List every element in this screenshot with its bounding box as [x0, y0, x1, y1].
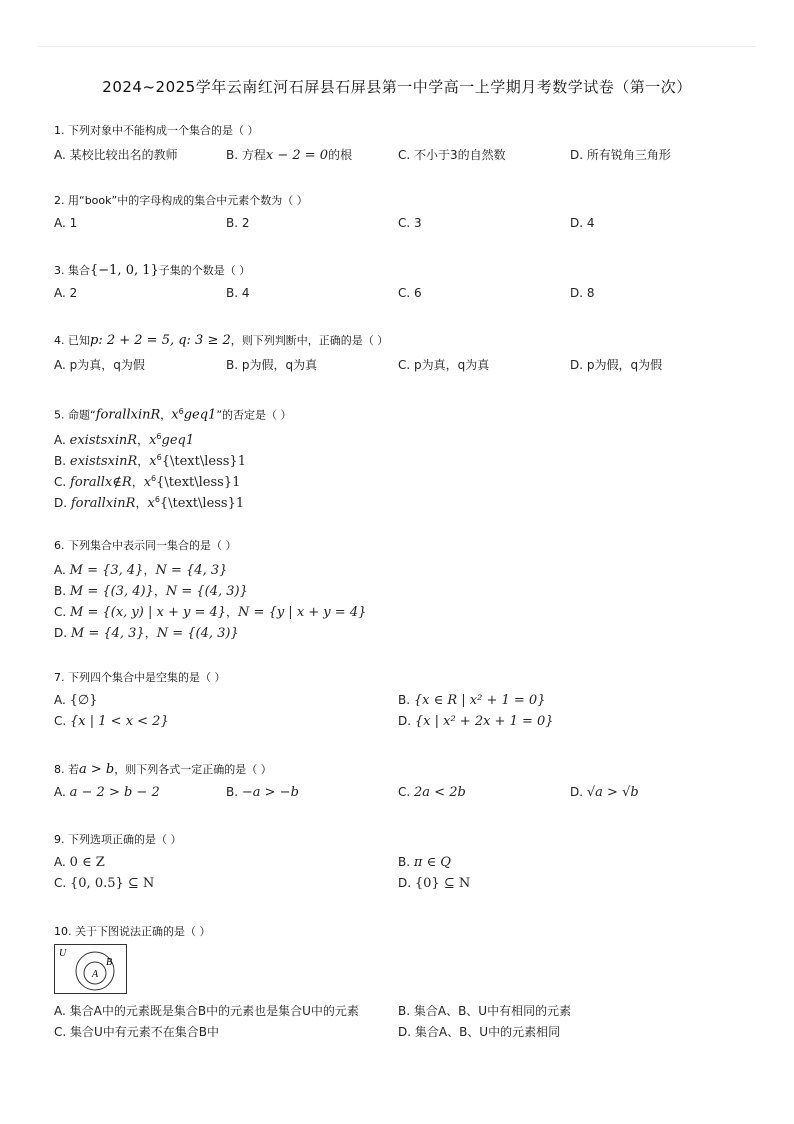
question-3: [54, 264, 754, 305]
option-c[interactable]: C. 不小于3的自然数: [398, 148, 506, 162]
header-divider: [38, 46, 756, 47]
option-row: [54, 471, 754, 492]
option-label: B.: [54, 453, 70, 468]
option-label: A.: [54, 785, 70, 799]
question-2: [54, 194, 754, 235]
stem-text: ，则下列各式一定正确的是（ ）: [114, 763, 272, 776]
math-expression: N = {4, 3}: [155, 563, 228, 578]
math-expression: {\text\less}1: [159, 495, 245, 511]
option-a[interactable]: A. p为真，q为假: [54, 358, 145, 372]
math-superscript: 6: [156, 452, 162, 462]
option-b[interactable]: B. 2: [226, 216, 250, 230]
question-stem: [54, 264, 754, 278]
question-stem: [54, 334, 754, 348]
option-a[interactable]: [54, 561, 227, 578]
math-expression: √a > √b: [586, 785, 639, 800]
question-stem: [54, 405, 754, 423]
option-label: C.: [398, 785, 415, 799]
question-4: [54, 334, 754, 375]
option-b[interactable]: [398, 855, 451, 870]
math-expression: {\text\less}1: [161, 453, 246, 469]
option-b[interactable]: [226, 785, 299, 800]
option-label: A.: [54, 693, 70, 707]
math-expression: x: [147, 495, 155, 511]
option-label: C.: [54, 714, 71, 728]
math-expression: {∅}: [69, 693, 98, 708]
question-stem: 7. 下列四个集合中是空集的是（ ）: [54, 671, 226, 684]
option-d[interactable]: [570, 785, 639, 800]
option-row: [54, 853, 754, 874]
option-c[interactable]: [54, 714, 169, 729]
option-d[interactable]: [398, 714, 554, 729]
option-d[interactable]: [54, 494, 244, 511]
math-expression: x: [149, 432, 157, 448]
option-label: B.: [398, 693, 414, 707]
stem-text: 子集的个数是（ ）: [158, 264, 251, 277]
option-b[interactable]: [54, 452, 246, 469]
option-label: B.: [398, 855, 414, 869]
stem-text: 5. 命题“: [54, 408, 96, 422]
option-label: D.: [54, 626, 71, 640]
option-c[interactable]: C. 集合U中有元素不在集合B中: [54, 1025, 220, 1039]
option-b[interactable]: B. 4: [226, 286, 250, 300]
math-expression: a − 2 > b − 2: [69, 785, 160, 800]
option-a[interactable]: A. 2: [54, 286, 78, 300]
math-expression: {0} ⊆ N: [414, 876, 471, 891]
separator: ，: [144, 626, 157, 640]
option-d[interactable]: D. 所有锐角三角形: [570, 148, 671, 162]
stem-text: 3. 集合: [54, 264, 90, 277]
question-10: [54, 925, 754, 939]
option-label: D.: [570, 785, 587, 799]
option-b[interactable]: [54, 582, 248, 599]
option-label: A.: [54, 563, 70, 577]
math-superscript: 6: [154, 494, 160, 504]
question-6: [54, 539, 754, 643]
option-c[interactable]: C. 6: [398, 286, 422, 300]
option-row: [54, 559, 754, 580]
option-c[interactable]: [54, 603, 366, 620]
math-expression: existsxinR: [69, 432, 138, 448]
question-stem: 9. 下列选项正确的是（ ）: [54, 833, 182, 846]
stem-text: ，则下列判断中，正确的是（ ）: [230, 334, 389, 347]
stem-text: ”的否定是（ ）: [216, 408, 292, 422]
math-expression: N = {y | x + y = 4}: [238, 605, 367, 620]
option-c[interactable]: C. p为真，q为真: [398, 358, 490, 372]
math-expression: 2a < 2b: [414, 785, 466, 800]
option-label: A.: [54, 432, 70, 447]
option-c[interactable]: [54, 876, 154, 891]
option-a[interactable]: A. 某校比较出名的教师: [54, 148, 178, 162]
math-expression: −a > −b: [241, 785, 299, 800]
math-expression: a > b: [79, 762, 115, 777]
option-row: [54, 874, 754, 895]
venn-diagram-svg: [55, 945, 126, 993]
math-expression: {x | x² + 2x + 1 = 0}: [414, 714, 554, 729]
math-expression: M = {4, 3}: [70, 626, 145, 641]
option-row: [54, 492, 754, 513]
option-row: [54, 144, 754, 165]
math-expression: existsxinR: [69, 453, 138, 469]
math-expression: {−1, 0, 1}: [90, 263, 159, 278]
option-label: B. 方程: [226, 148, 266, 162]
math-expression: M = {3, 4}: [69, 563, 144, 578]
separator: ，: [131, 474, 144, 489]
stem-text: ，: [160, 408, 172, 422]
question-stem: 6. 下列集合中表示同一集合的是（ ）: [54, 539, 237, 552]
option-b[interactable]: [398, 693, 545, 708]
option-row: [54, 1021, 754, 1042]
option-label: A.: [54, 855, 70, 869]
venn-diagram: [54, 944, 127, 994]
set-b-label: B: [106, 957, 113, 968]
math-expression: forallx∉R: [70, 474, 132, 490]
option-b[interactable]: [226, 146, 352, 163]
option-row: [54, 601, 754, 622]
option-a[interactable]: [54, 855, 105, 870]
option-d[interactable]: D. 集合A、B、U中的元素相同: [398, 1025, 561, 1039]
math-expression: forallxinR: [70, 495, 136, 511]
math-expression: x: [149, 453, 157, 469]
option-d[interactable]: [54, 624, 239, 641]
math-expression: x: [171, 407, 179, 423]
option-label: B.: [226, 785, 242, 799]
option-d[interactable]: D. p为假，q为假: [570, 358, 663, 372]
option-a[interactable]: A. 1: [54, 216, 78, 230]
question-5: [54, 405, 754, 513]
stem-text: 8. 若: [54, 763, 79, 776]
math-superscript: 6: [178, 407, 184, 416]
option-row: [54, 284, 754, 305]
separator: ，: [143, 563, 156, 577]
option-b[interactable]: B. p为假，q为真: [226, 358, 318, 372]
math-expression: {\text\less}1: [156, 474, 241, 490]
math-expression: p: 2 + 2 = 5, q: 3 ≥ 2: [90, 333, 231, 348]
math-expression: 0 ∈ Z: [69, 855, 105, 870]
option-a[interactable]: A. 集合A中的元素既是集合B中的元素也是集合U中的元素: [54, 1004, 359, 1018]
option-d[interactable]: D. 4: [570, 216, 595, 230]
math-expression: x: [143, 474, 152, 490]
stem-text: 4. 已知: [54, 334, 90, 347]
math-expression: N = {(4, 3)}: [165, 584, 248, 599]
option-row: [54, 580, 754, 601]
option-d[interactable]: [398, 876, 470, 891]
separator: ，: [137, 453, 150, 468]
option-d[interactable]: D. 8: [570, 286, 595, 300]
option-label: D.: [398, 876, 415, 890]
option-row: [54, 1000, 754, 1021]
option-row: [54, 712, 754, 733]
option-row: [54, 354, 754, 375]
option-row: [54, 691, 754, 712]
separator: ，: [153, 584, 166, 598]
option-label: D.: [54, 495, 71, 510]
math-expression: π ∈ Q: [413, 855, 451, 870]
option-a[interactable]: [54, 785, 160, 800]
math-expression: {x | 1 < x < 2}: [70, 714, 169, 729]
question-stem: 1. 下列对象中不能构成一个集合的是（ ）: [54, 124, 259, 137]
math-expression: x − 2 = 0: [265, 148, 329, 163]
math-expression: N = {(4, 3)}: [156, 626, 239, 641]
option-c[interactable]: [54, 473, 240, 490]
separator: ，: [226, 605, 239, 619]
math-superscript: 6: [156, 431, 162, 441]
separator: ，: [137, 432, 150, 447]
option-c[interactable]: [398, 785, 466, 800]
math-expression: {x ∈ R | x² + 1 = 0}: [413, 693, 546, 708]
option-row: [54, 622, 754, 643]
math-expression: geq1: [161, 432, 195, 448]
question-1: [54, 124, 754, 165]
option-label: C.: [54, 474, 71, 489]
option-label: C.: [54, 605, 71, 619]
option-row: [54, 450, 754, 471]
question-8: [54, 763, 754, 804]
option-row: [54, 783, 754, 804]
math-expression: M = {(3, 4)}: [69, 584, 154, 599]
question-9: [54, 833, 754, 895]
math-expression: geq1: [183, 407, 217, 423]
set-u-label: U: [59, 948, 67, 959]
math-expression: forallxinR: [95, 407, 161, 423]
option-label: D.: [398, 714, 415, 728]
option-text: 的根: [328, 148, 353, 162]
question-stem: [54, 763, 754, 777]
math-superscript: 6: [151, 473, 157, 483]
option-b[interactable]: B. 集合A、B、U中有相同的元素: [398, 1004, 572, 1018]
set-a-label: A: [92, 969, 99, 980]
question-stem: 2. 用“book”中的字母构成的集合中元素个数为（ ）: [54, 194, 308, 207]
option-a[interactable]: [54, 693, 98, 708]
page-title: 2024~2025学年云南红河石屏县石屏县第一中学高一上学期月考数学试卷（第一次）: [102, 78, 692, 96]
option-row: [54, 214, 754, 235]
math-expression: {0, 0.5} ⊆ N: [70, 876, 155, 891]
option-c[interactable]: C. 3: [398, 216, 422, 230]
question-7: [54, 671, 754, 733]
question-10-options: [54, 1000, 754, 1042]
option-label: C.: [54, 876, 71, 890]
option-label: B.: [54, 584, 70, 598]
option-a[interactable]: [54, 431, 194, 448]
question-stem: 10. 关于下图说法正确的是（ ）: [54, 925, 211, 938]
option-row: [54, 429, 754, 450]
math-expression: M = {(x, y) | x + y = 4}: [70, 605, 227, 620]
separator: ，: [135, 495, 148, 510]
